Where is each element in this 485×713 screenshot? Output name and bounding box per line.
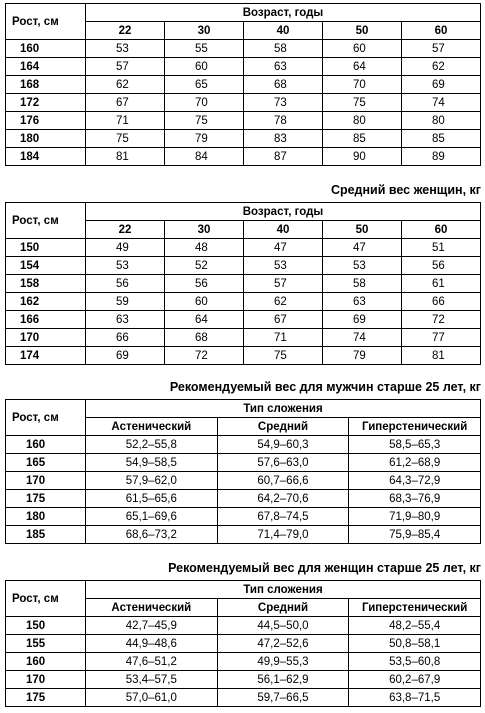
table-cell: 53,5–60,8 xyxy=(349,653,481,671)
table-row xyxy=(6,293,481,311)
table-row xyxy=(6,508,481,526)
column-header: 60 xyxy=(402,22,481,40)
table-cell: 49,9–55,3 xyxy=(217,653,349,671)
table-cell: 62 xyxy=(86,76,165,94)
table-cell: 64,2–70,6 xyxy=(217,490,349,508)
row-height-label: 158 xyxy=(6,275,86,293)
table-cell: 71,4–79,0 xyxy=(217,526,349,544)
table-cell: 74 xyxy=(323,329,402,347)
column-header: 50 xyxy=(323,22,402,40)
table-cell: 77 xyxy=(402,329,481,347)
table-group-header-row xyxy=(6,581,481,599)
table-group-header-row xyxy=(6,4,481,22)
table-corner-label: Рост, см xyxy=(6,4,86,40)
column-header: Средний xyxy=(217,599,349,617)
table-row xyxy=(6,671,481,689)
table-cell: 47 xyxy=(323,239,402,257)
table-row xyxy=(6,112,481,130)
table-cell: 57,6–63,0 xyxy=(217,454,349,472)
women-recommended-weight-caption: Рекомендуемый вес для женщин старше 25 лет, кг xyxy=(168,561,481,575)
table-cell: 75 xyxy=(323,94,402,112)
table-cell: 53 xyxy=(86,40,165,58)
table-cell: 71,9–80,9 xyxy=(349,508,481,526)
column-header: 22 xyxy=(86,221,165,239)
table-row xyxy=(6,472,481,490)
column-header: 22 xyxy=(86,22,165,40)
row-height-label: 160 xyxy=(6,653,86,671)
table-cell: 80 xyxy=(323,112,402,130)
table-group-header-row xyxy=(6,203,481,221)
table-row xyxy=(6,94,481,112)
table-row xyxy=(6,130,481,148)
table-cell: 80 xyxy=(402,112,481,130)
table-block-men-recommended xyxy=(5,399,481,544)
table-group-header: Тип сложения xyxy=(86,400,481,418)
table-group-header: Возраст, годы xyxy=(86,4,481,22)
row-height-label: 172 xyxy=(6,94,86,112)
table-cell: 70 xyxy=(165,94,244,112)
table-cell: 60,7–66,6 xyxy=(217,472,349,490)
table-cell: 63 xyxy=(244,58,323,76)
table-cell: 75,9–85,4 xyxy=(349,526,481,544)
row-height-label: 170 xyxy=(6,472,86,490)
women-average-weight-caption: Средний вес женщин, кг xyxy=(330,183,481,197)
column-header: 30 xyxy=(165,221,244,239)
table-cell: 61,2–68,9 xyxy=(349,454,481,472)
table-cell: 90 xyxy=(323,148,402,166)
table-cell: 69 xyxy=(402,76,481,94)
table-cell: 59,7–66,5 xyxy=(217,689,349,707)
table-cell: 58 xyxy=(244,40,323,58)
table-cell: 54,9–60,3 xyxy=(217,436,349,454)
table-cell: 84 xyxy=(165,148,244,166)
table-row xyxy=(6,347,481,365)
table-cell: 59 xyxy=(86,293,165,311)
row-height-label: 184 xyxy=(6,148,86,166)
table-cell: 81 xyxy=(86,148,165,166)
column-header: Гиперстенический xyxy=(349,599,481,617)
table-cell: 71 xyxy=(244,329,323,347)
table-cell: 60 xyxy=(323,40,402,58)
row-height-label: 175 xyxy=(6,490,86,508)
table-cell: 81 xyxy=(402,347,481,365)
table-cell: 78 xyxy=(244,112,323,130)
table-row xyxy=(6,454,481,472)
table-cell: 57 xyxy=(86,58,165,76)
table-cell: 56 xyxy=(165,275,244,293)
table-cell: 48,2–55,4 xyxy=(349,617,481,635)
men-recommended-weight-table xyxy=(5,399,481,544)
table-cell: 51 xyxy=(402,239,481,257)
table-cell: 62 xyxy=(402,58,481,76)
table-cell: 47,6–51,2 xyxy=(86,653,218,671)
table-block-men-average xyxy=(5,3,481,166)
column-header: Астенический xyxy=(86,418,218,436)
row-height-label: 154 xyxy=(6,257,86,275)
table-cell: 61 xyxy=(402,275,481,293)
table-group-header: Тип сложения xyxy=(86,581,481,599)
table-cell: 64,3–72,9 xyxy=(349,472,481,490)
table-cell: 42,7–45,9 xyxy=(86,617,218,635)
row-height-label: 174 xyxy=(6,347,86,365)
table-cell: 54,9–58,5 xyxy=(86,454,218,472)
column-header: Гиперстенический xyxy=(349,418,481,436)
row-height-label: 160 xyxy=(6,40,86,58)
row-height-label: 166 xyxy=(6,311,86,329)
men-average-weight-table xyxy=(5,3,481,166)
table-row xyxy=(6,148,481,166)
table-cell: 74 xyxy=(402,94,481,112)
table-corner-label: Рост, см xyxy=(6,203,86,239)
table-cell: 63 xyxy=(86,311,165,329)
table-group-header-row xyxy=(6,400,481,418)
table-cell: 68 xyxy=(165,329,244,347)
table-row xyxy=(6,275,481,293)
table-cell: 68,3–76,9 xyxy=(349,490,481,508)
table-cell: 57,9–62,0 xyxy=(86,472,218,490)
table-row xyxy=(6,617,481,635)
table-row xyxy=(6,653,481,671)
table-cell: 55 xyxy=(165,40,244,58)
table-cell: 57,0–61,0 xyxy=(86,689,218,707)
table-cell: 67,8–74,5 xyxy=(217,508,349,526)
table-cell: 56,1–62,9 xyxy=(217,671,349,689)
table-cell: 60 xyxy=(165,293,244,311)
table-cell: 72 xyxy=(165,347,244,365)
table-cell: 44,5–50,0 xyxy=(217,617,349,635)
table-cell: 75 xyxy=(244,347,323,365)
table-cell: 57 xyxy=(402,40,481,58)
row-height-label: 165 xyxy=(6,454,86,472)
table-cell: 75 xyxy=(165,112,244,130)
table-cell: 68 xyxy=(244,76,323,94)
table-cell: 69 xyxy=(323,311,402,329)
table-corner-label: Рост, см xyxy=(6,581,86,617)
table-cell: 67 xyxy=(86,94,165,112)
table-cell: 65 xyxy=(165,76,244,94)
row-height-label: 180 xyxy=(6,508,86,526)
table-cell: 67 xyxy=(244,311,323,329)
table-cell: 71 xyxy=(86,112,165,130)
row-height-label: 160 xyxy=(6,436,86,454)
table-cell: 57 xyxy=(244,275,323,293)
row-height-label: 155 xyxy=(6,635,86,653)
row-height-label: 150 xyxy=(6,617,86,635)
women-average-weight-table xyxy=(5,202,481,365)
table-cell: 87 xyxy=(244,148,323,166)
table-corner-label: Рост, см xyxy=(6,400,86,436)
table-cell: 60,2–67,9 xyxy=(349,671,481,689)
table-block-women-recommended xyxy=(5,580,481,707)
table-cell: 64 xyxy=(165,311,244,329)
table-row xyxy=(6,58,481,76)
table-cell: 49 xyxy=(86,239,165,257)
table-row xyxy=(6,76,481,94)
table-cell: 72 xyxy=(402,311,481,329)
column-header: 50 xyxy=(323,221,402,239)
table-cell: 56 xyxy=(86,275,165,293)
column-header: 40 xyxy=(244,22,323,40)
row-height-label: 150 xyxy=(6,239,86,257)
row-height-label: 170 xyxy=(6,329,86,347)
table-cell: 63 xyxy=(323,293,402,311)
row-height-label: 185 xyxy=(6,526,86,544)
column-header: Астенический xyxy=(86,599,218,617)
column-header: Средний xyxy=(217,418,349,436)
table-cell: 85 xyxy=(323,130,402,148)
table-cell: 66 xyxy=(402,293,481,311)
table-cell: 66 xyxy=(86,329,165,347)
table-cell: 61,5–65,6 xyxy=(86,490,218,508)
table-cell: 85 xyxy=(402,130,481,148)
row-height-label: 180 xyxy=(6,130,86,148)
column-header: 40 xyxy=(244,221,323,239)
row-height-label: 176 xyxy=(6,112,86,130)
table-row xyxy=(6,635,481,653)
table-block-women-average xyxy=(5,202,481,365)
table-cell: 89 xyxy=(402,148,481,166)
table-row xyxy=(6,311,481,329)
row-height-label: 164 xyxy=(6,58,86,76)
table-cell: 63,8–71,5 xyxy=(349,689,481,707)
table-row xyxy=(6,490,481,508)
table-cell: 62 xyxy=(244,293,323,311)
women-recommended-weight-table xyxy=(5,580,481,707)
table-cell: 53,4–57,5 xyxy=(86,671,218,689)
table-cell: 44,9–48,6 xyxy=(86,635,218,653)
table-cell: 50,8–58,1 xyxy=(349,635,481,653)
table-cell: 64 xyxy=(323,58,402,76)
table-row xyxy=(6,689,481,707)
table-row xyxy=(6,526,481,544)
table-cell: 47,2–52,6 xyxy=(217,635,349,653)
column-header: 30 xyxy=(165,22,244,40)
table-cell: 60 xyxy=(165,58,244,76)
table-cell: 69 xyxy=(86,347,165,365)
table-cell: 68,6–73,2 xyxy=(86,526,218,544)
row-height-label: 170 xyxy=(6,671,86,689)
table-row xyxy=(6,239,481,257)
table-cell: 47 xyxy=(244,239,323,257)
table-cell: 79 xyxy=(323,347,402,365)
table-cell: 52 xyxy=(165,257,244,275)
row-height-label: 162 xyxy=(6,293,86,311)
table-cell: 56 xyxy=(402,257,481,275)
table-cell: 53 xyxy=(86,257,165,275)
table-cell: 65,1–69,6 xyxy=(86,508,218,526)
table-cell: 73 xyxy=(244,94,323,112)
row-height-label: 168 xyxy=(6,76,86,94)
table-row xyxy=(6,257,481,275)
men-recommended-weight-caption: Рекомендуемый вес для мужчин старше 25 лет, кг xyxy=(169,380,481,394)
table-cell: 58 xyxy=(323,275,402,293)
table-cell: 83 xyxy=(244,130,323,148)
table-cell: 70 xyxy=(323,76,402,94)
table-cell: 53 xyxy=(323,257,402,275)
table-cell: 48 xyxy=(165,239,244,257)
table-row xyxy=(6,329,481,347)
table-cell: 52,2–55,8 xyxy=(86,436,218,454)
column-header: 60 xyxy=(402,221,481,239)
table-row xyxy=(6,40,481,58)
table-row xyxy=(6,436,481,454)
table-cell: 79 xyxy=(165,130,244,148)
row-height-label: 175 xyxy=(6,689,86,707)
table-cell: 58,5–65,3 xyxy=(349,436,481,454)
table-cell: 75 xyxy=(86,130,165,148)
table-cell: 53 xyxy=(244,257,323,275)
table-group-header: Возраст, годы xyxy=(86,203,481,221)
